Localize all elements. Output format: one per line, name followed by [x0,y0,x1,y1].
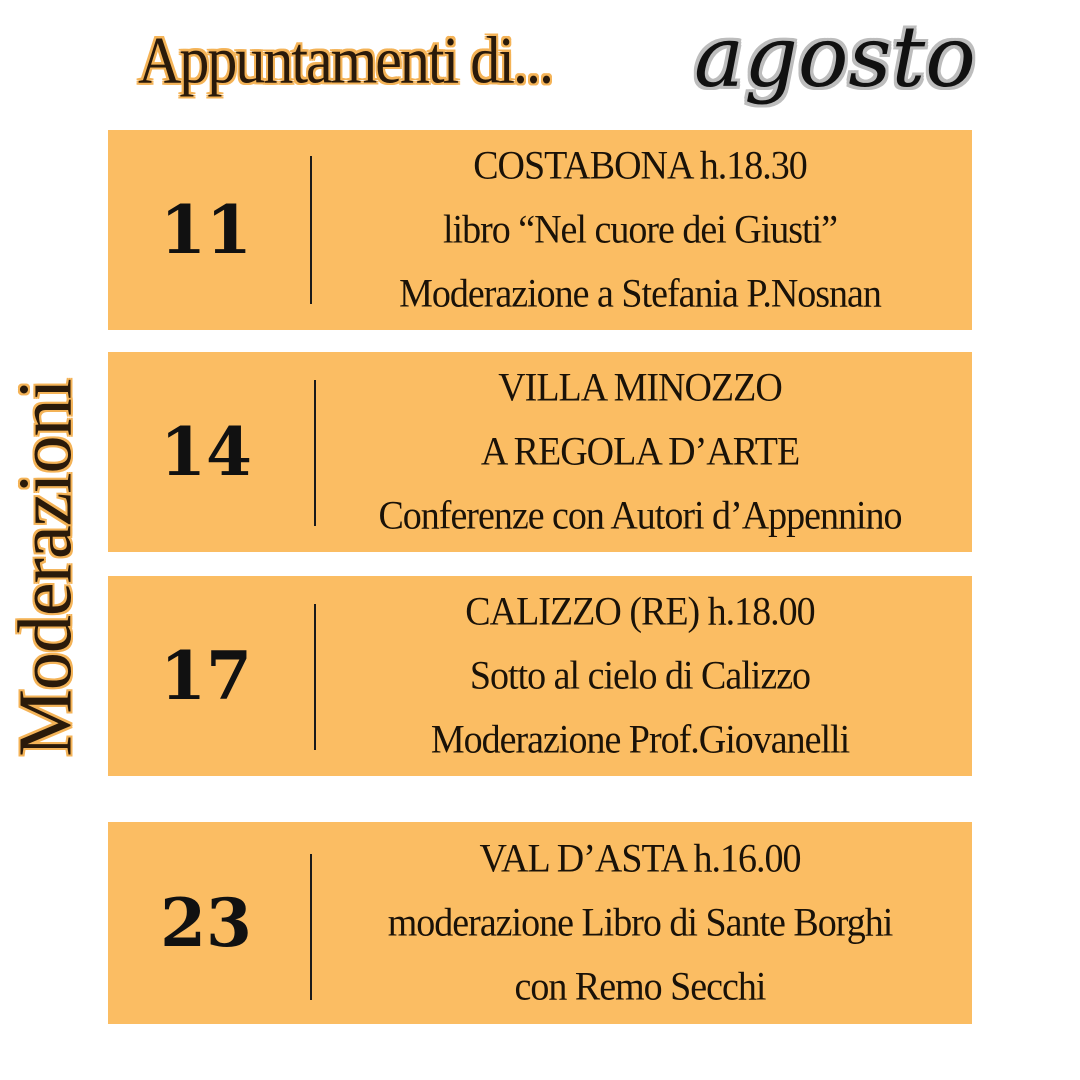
divider [310,854,312,1000]
event-line: Moderazione Prof.Giovanelli [430,717,850,763]
divider [314,604,316,750]
event-card-2 [108,352,972,552]
event-line: VILLA MINOZZO [498,365,782,411]
month-title: agosto [694,8,976,106]
event-line: A REGOLA D’ARTE [480,429,800,475]
event-card-1 [108,130,972,330]
event-line: moderazione Libro di Sante Borghi [387,900,893,946]
event-day: 11 [160,191,252,269]
event-line: COSTABONA h.18.30 [473,143,807,189]
event-info [320,352,960,552]
event-line: VAL D’ASTA h.16.00 [479,836,801,882]
event-line: libro “Nel cuore dei Giusti” [442,207,838,253]
divider [314,380,316,526]
event-line: con Remo Secchi [514,964,766,1010]
event-day: 23 [160,884,252,962]
event-line: Sotto al cielo di Calizzo [469,653,811,699]
event-info [320,822,960,1024]
event-day: 17 [160,637,252,715]
event-line: CALIZZO (RE) h.18.00 [465,589,815,635]
page-title: Appuntamenti di... [138,23,552,98]
event-day: 14 [160,413,252,491]
event-line: Moderazione a Stefania P.Nosnan [399,271,881,317]
event-line: Conferenze con Autori d’Appennino [378,493,902,539]
event-info [320,576,960,776]
event-card-3 [108,576,972,776]
event-info [320,130,960,330]
side-label: Moderazioni [3,379,88,757]
event-card-4 [108,822,972,1024]
divider [310,156,312,304]
